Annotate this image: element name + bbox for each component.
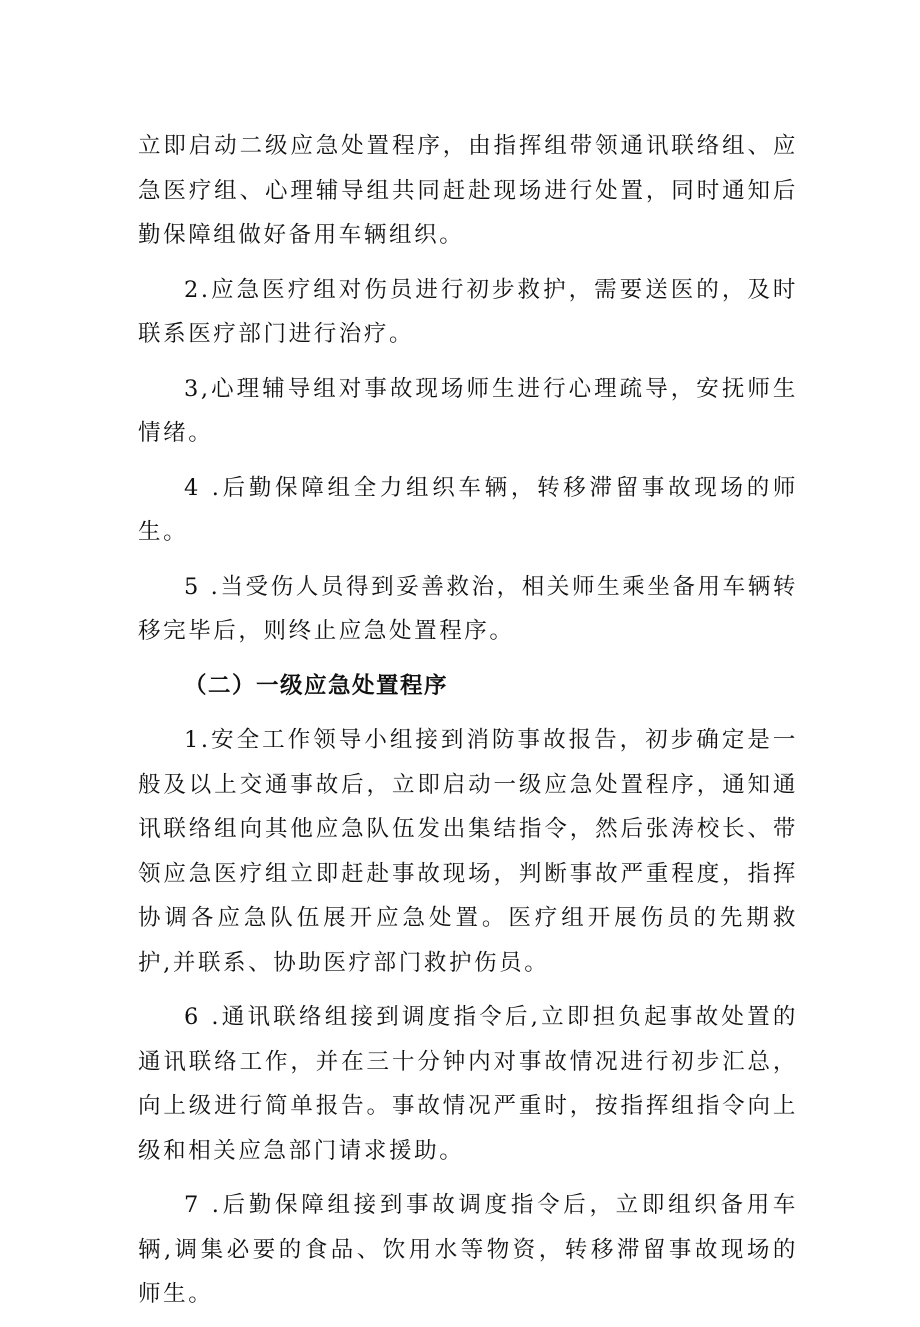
- paragraph-level1-item-6: 6 .通讯联络组接到调度指令后,立即担负起事故处置的通讯联络工作，并在三十分钟内对事故情况进行初步汇总，向上级进行简单报告。事故情况严重时，按指挥组指令向上级和相关应急部门请求援助。: [138, 1004, 798, 1164]
- paragraph-level1-item-1: 1.安全工作领导小组接到消防事故报告，初步确定是一般及以上交通事故后，立即启动一级应急处置程序，通知通讯联络组向其他应急队伍发出集结指令，然后张涛校长、带领应急医疗组立即赶赴事故现场，判断事故严重程度，指挥协调各应急队伍展开应急处置。医疗组开展伤员的先期救护,并联系、协助医疗部门救护伤员。: [138, 727, 798, 976]
- paragraph-item-4: 4 .后勤保障组全力组织车辆，转移滞留事故现场的师生。: [138, 474, 798, 545]
- document-body: [138, 124, 798, 1327]
- section-heading: （二）一级应急处置程序: [184, 672, 449, 699]
- paragraph-continuation: 立即启动二级应急处置程序，由指挥组带领通讯联络组、应急医疗组、心理辅导组共同赶赴现场进行处置，同时通知后勤保障组做好备用车辆组织。: [138, 133, 798, 248]
- paragraph-item-2: 2.应急医疗组对伤员进行初步救护，需要送医的，及时联系医疗部门进行治疗。: [138, 276, 798, 347]
- paragraph-item-3: 3,心理辅导组对事故现场师生进行心理疏导，安抚师生情绪。: [138, 375, 798, 446]
- paragraph-level1-item-7: 7 .后勤保障组接到事故调度指令后，立即组织备用车辆,调集必要的食品、饮用水等物资，转移滞留事故现场的师生。: [138, 1192, 798, 1307]
- paragraph-item-5: 5 .当受伤人员得到妥善救治，相关师生乘坐备用车辆转移完毕后，则终止应急处置程序。: [138, 573, 798, 644]
